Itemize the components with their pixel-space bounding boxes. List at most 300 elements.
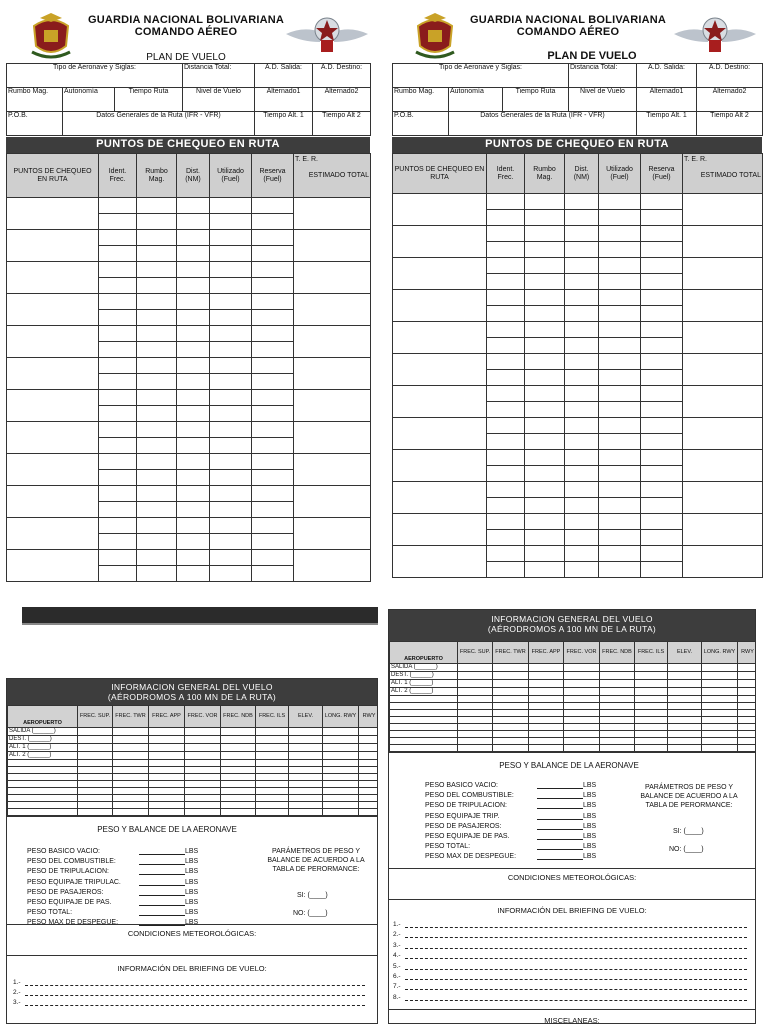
checkpoint-cell[interactable] [565,290,599,306]
checkpoint-cell[interactable] [487,226,525,242]
checkpoint-cell[interactable] [99,326,137,342]
checkpoint-cell[interactable] [210,294,252,310]
checkpoint-name-cell[interactable] [393,450,487,482]
airport-cell[interactable] [289,774,323,781]
checkpoint-cell[interactable] [599,466,641,482]
checkpoint-cell[interactable] [177,422,210,438]
checkpoint-cell[interactable] [565,418,599,434]
airport-row[interactable] [390,745,757,752]
airport-cell[interactable] [738,696,757,703]
checkpoint-cell[interactable] [177,454,210,470]
checkpoint-cell[interactable] [177,294,210,310]
airport-cell[interactable] [289,752,323,760]
checkpoint-cell[interactable] [565,338,599,354]
ter-cell[interactable] [294,294,371,326]
airport-cell[interactable] [256,802,289,809]
airport-cell[interactable] [600,696,635,703]
briefing-blank[interactable] [405,972,747,980]
airport-cell[interactable] [564,688,600,696]
checkpoint-cell[interactable] [641,194,683,210]
peso-item[interactable] [425,852,655,862]
briefing-line[interactable] [393,962,751,972]
checkpoint-cell[interactable] [525,434,565,450]
checkpoint-cell[interactable] [177,470,210,486]
checkpoint-row[interactable] [393,354,763,370]
airport-cell[interactable] [738,724,757,731]
peso-blank[interactable] [139,898,185,906]
airport-cell[interactable] [529,745,564,752]
ter-cell[interactable] [683,194,763,226]
checkpoint-cell[interactable] [565,210,599,226]
checkpoint-name-cell[interactable] [393,226,487,258]
checkpoint-cell[interactable] [525,274,565,290]
airport-cell[interactable] [600,664,635,672]
checkpoint-cell[interactable] [99,246,137,262]
checkpoint-cell[interactable] [565,402,599,418]
checkpoint-name-cell[interactable] [7,422,99,454]
field-autonomia[interactable]: Autonomía [449,88,503,112]
peso-no[interactable]: NO: (____) [669,846,704,853]
airport-cell[interactable] [600,672,635,680]
checkpoint-cell[interactable] [525,466,565,482]
airport-cell[interactable] [529,724,564,731]
field-t-alt2[interactable]: Tiempo Alt 2 [313,112,371,136]
checkpoint-cell[interactable] [99,518,137,534]
checkpoint-cell[interactable] [252,198,294,214]
airport-cell[interactable] [256,736,289,744]
checkpoint-cell[interactable] [210,262,252,278]
airport-name-cell[interactable] [390,745,458,752]
peso-blank[interactable] [139,857,185,865]
airport-cell[interactable] [738,680,757,688]
airport-cell[interactable] [185,781,221,788]
ter-cell[interactable] [294,198,371,230]
airport-cell[interactable] [289,788,323,795]
checkpoint-cell[interactable] [210,534,252,550]
checkpoint-row[interactable] [393,418,763,434]
checkpoint-cell[interactable] [599,418,641,434]
airport-name-cell[interactable]: DEST. (______) [8,736,78,744]
airport-cell[interactable] [493,664,529,672]
airport-row[interactable] [390,710,757,717]
checkpoint-cell[interactable] [641,354,683,370]
checkpoint-cell[interactable] [99,374,137,390]
briefing-lines[interactable] [7,978,377,1008]
checkpoint-name-cell[interactable] [7,454,99,486]
briefing-line[interactable] [393,930,751,940]
checkpoint-name-cell[interactable] [393,514,487,546]
airport-name-cell[interactable] [8,802,78,809]
checkpoint-cell[interactable] [641,450,683,466]
checkpoint-cell[interactable] [565,274,599,290]
airport-cell[interactable] [493,731,529,738]
checkpoint-cell[interactable] [177,230,210,246]
checkpoint-cell[interactable] [210,246,252,262]
checkpoint-row[interactable] [393,514,763,530]
airport-cell[interactable] [359,774,379,781]
airport-row[interactable] [8,802,379,809]
airport-cell[interactable] [359,752,379,760]
airport-cell[interactable] [529,731,564,738]
airport-cell[interactable] [221,752,256,760]
airport-cell[interactable] [289,728,323,736]
checkpoint-cell[interactable] [252,502,294,518]
airport-row[interactable] [8,728,379,736]
checkpoint-cell[interactable] [177,214,210,230]
airport-cell[interactable] [529,680,564,688]
airport-cell[interactable] [289,781,323,788]
airport-cell[interactable] [564,731,600,738]
checkpoint-cell[interactable] [137,310,177,326]
checkpoint-name-cell[interactable] [7,230,99,262]
checkpoint-cell[interactable] [641,418,683,434]
airport-cell[interactable] [323,788,359,795]
briefing-blank[interactable] [25,998,365,1006]
airport-cell[interactable] [78,752,113,760]
checkpoint-cell[interactable] [641,258,683,274]
airport-name-cell[interactable]: ALT. 1 (______) [390,680,458,688]
airport-cell[interactable] [323,781,359,788]
checkpoint-cell[interactable] [137,326,177,342]
checkpoint-cell[interactable] [565,194,599,210]
checkpoint-cell[interactable] [525,562,565,578]
airport-cell[interactable] [359,802,379,809]
checkpoint-cell[interactable] [525,354,565,370]
airport-cell[interactable] [149,752,185,760]
field-tiempo-ruta[interactable]: Tiempo Ruta [115,88,183,112]
airport-cell[interactable] [78,809,113,816]
airport-name-cell[interactable] [8,774,78,781]
checkpoint-cell[interactable] [177,262,210,278]
airport-cell[interactable] [493,672,529,680]
airport-cell[interactable] [668,717,702,724]
airport-cell[interactable] [635,724,668,731]
checkpoint-cell[interactable] [599,546,641,562]
checkpoint-cell[interactable] [210,310,252,326]
airport-cell[interactable] [564,696,600,703]
airport-cell[interactable] [564,672,600,680]
checkpoint-cell[interactable] [177,534,210,550]
field-rumbo[interactable]: Rumbo Mag. [393,88,449,112]
field-ad-destino[interactable]: A.D. Destino: [313,64,371,88]
airport-row[interactable] [8,767,379,774]
airport-cell[interactable] [635,703,668,710]
checkpoint-cell[interactable] [525,386,565,402]
airport-cell[interactable] [323,802,359,809]
airport-cell[interactable] [323,752,359,760]
peso-item[interactable] [27,898,257,908]
checkpoint-cell[interactable] [599,242,641,258]
airport-cell[interactable] [78,802,113,809]
peso-list[interactable] [425,781,655,863]
checkpoint-cell[interactable] [137,566,177,582]
peso-item[interactable] [425,812,655,822]
checkpoint-row[interactable] [7,390,371,406]
checkpoint-cell[interactable] [641,498,683,514]
checkpoint-cell[interactable] [565,258,599,274]
airport-cell[interactable] [185,774,221,781]
checkpoint-cell[interactable] [177,342,210,358]
checkpoint-row[interactable] [393,290,763,306]
briefing-line[interactable] [393,982,751,992]
checkpoint-row[interactable] [393,386,763,402]
checkpoint-cell[interactable] [525,450,565,466]
airport-cell[interactable] [702,731,738,738]
airport-name-cell[interactable] [390,696,458,703]
checkpoint-cell[interactable] [252,470,294,486]
airport-cell[interactable] [529,717,564,724]
checkpoint-row[interactable] [7,262,371,278]
airport-row[interactable] [390,696,757,703]
airport-cell[interactable] [529,688,564,696]
checkpoint-cell[interactable] [641,530,683,546]
airport-cell[interactable] [221,809,256,816]
airport-cell[interactable] [564,738,600,745]
airport-name-cell[interactable]: SALIDA (______) [8,728,78,736]
airport-cell[interactable] [738,710,757,717]
checkpoint-cell[interactable] [137,262,177,278]
checkpoint-cell[interactable] [525,242,565,258]
field-alt2[interactable]: Alternado2 [313,88,371,112]
checkpoint-cell[interactable] [525,546,565,562]
ter-cell[interactable] [683,322,763,354]
checkpoint-cell[interactable] [487,242,525,258]
airport-cell[interactable] [493,680,529,688]
airport-cell[interactable] [359,728,379,736]
briefing-blank[interactable] [405,993,747,1001]
checkpoint-cell[interactable] [210,406,252,422]
checkpoint-cell[interactable] [252,406,294,422]
airport-cell[interactable] [668,710,702,717]
airport-cell[interactable] [600,717,635,724]
checkpoint-row[interactable] [7,294,371,310]
peso-item[interactable] [425,781,655,791]
checkpoint-cell[interactable] [177,374,210,390]
airport-cell[interactable] [738,672,757,680]
checkpoint-cell[interactable] [599,290,641,306]
checkpoint-cell[interactable] [565,450,599,466]
airport-name-cell[interactable] [390,724,458,731]
airport-cell[interactable] [256,760,289,767]
ter-cell[interactable] [294,518,371,550]
checkpoint-cell[interactable] [137,550,177,566]
airport-cell[interactable] [149,802,185,809]
checkpoint-cell[interactable] [252,278,294,294]
peso-blank[interactable] [537,842,583,850]
airport-cell[interactable] [458,680,493,688]
airport-cell[interactable] [185,760,221,767]
field-nivel[interactable]: Nivel de Vuelo [569,88,637,112]
field-pob[interactable]: P.O.B. [7,112,63,136]
checkpoint-cell[interactable] [599,354,641,370]
field-alt1[interactable]: Alternado1 [637,88,697,112]
airport-cell[interactable] [564,710,600,717]
checkpoint-cell[interactable] [487,466,525,482]
checkpoint-row[interactable] [393,482,763,498]
ter-cell[interactable] [294,550,371,582]
airport-cell[interactable] [668,672,702,680]
checkpoint-cell[interactable] [599,194,641,210]
checkpoint-cell[interactable] [177,198,210,214]
airport-cell[interactable] [289,736,323,744]
airport-cell[interactable] [359,788,379,795]
checkpoint-cell[interactable] [525,306,565,322]
checkpoint-cell[interactable] [487,354,525,370]
checkpoint-cell[interactable] [525,514,565,530]
peso-item[interactable] [425,832,655,842]
airport-cell[interactable] [359,760,379,767]
checkpoint-cell[interactable] [177,278,210,294]
airport-row[interactable] [390,738,757,745]
airport-cell[interactable] [185,736,221,744]
airport-cell[interactable] [458,664,493,672]
checkpoint-cell[interactable] [210,422,252,438]
checkpoint-cell[interactable] [525,498,565,514]
checkpoint-cell[interactable] [177,438,210,454]
airport-cell[interactable] [702,696,738,703]
airport-cell[interactable] [185,802,221,809]
airport-cell[interactable] [738,745,757,752]
checkpoint-row[interactable] [393,194,763,210]
peso-blank[interactable] [139,847,185,855]
airport-cell[interactable] [185,788,221,795]
airport-cell[interactable] [185,752,221,760]
checkpoint-cell[interactable] [137,390,177,406]
checkpoint-cell[interactable] [487,546,525,562]
checkpoint-row[interactable] [393,226,763,242]
checkpoint-cell[interactable] [565,354,599,370]
airport-cell[interactable] [564,703,600,710]
checkpoint-cell[interactable] [99,486,137,502]
peso-item[interactable] [425,842,655,852]
airport-cell[interactable] [185,728,221,736]
airport-row[interactable] [8,736,379,744]
checkpoint-cell[interactable] [99,310,137,326]
checkpoint-cell[interactable] [177,502,210,518]
airport-cell[interactable] [323,795,359,802]
airport-row[interactable] [8,774,379,781]
airport-cell[interactable] [458,724,493,731]
checkpoint-cell[interactable] [487,338,525,354]
checkpoint-cell[interactable] [599,210,641,226]
airport-name-cell[interactable] [8,788,78,795]
field-t-alt2[interactable]: Tiempo Alt 2 [697,112,763,136]
airport-cell[interactable] [256,744,289,752]
airport-cell[interactable] [221,795,256,802]
airport-name-cell[interactable] [390,703,458,710]
checkpoint-cell[interactable] [252,374,294,390]
checkpoint-cell[interactable] [99,470,137,486]
briefing-blank[interactable] [25,978,365,986]
ter-cell[interactable] [683,450,763,482]
peso-blank[interactable] [139,908,185,916]
airport-cell[interactable] [221,744,256,752]
checkpoint-cell[interactable] [599,370,641,386]
airport-cell[interactable] [78,788,113,795]
airport-cell[interactable] [256,728,289,736]
peso-no[interactable]: NO: (____) [293,910,328,917]
airport-cell[interactable] [564,745,600,752]
checkpoint-cell[interactable] [177,358,210,374]
airport-cell[interactable] [113,802,149,809]
checkpoint-cell[interactable] [252,550,294,566]
airport-cell[interactable] [78,760,113,767]
checkpoint-cell[interactable] [565,482,599,498]
airport-cell[interactable] [529,710,564,717]
field-distancia[interactable]: Distancia Total: [569,64,637,88]
checkpoint-cell[interactable] [487,402,525,418]
peso-blank[interactable] [537,822,583,830]
airport-name-cell[interactable]: ALT. 2 (______) [390,688,458,696]
airport-cell[interactable] [289,795,323,802]
airport-cell[interactable] [359,767,379,774]
checkpoint-cell[interactable] [599,498,641,514]
checkpoint-cell[interactable] [210,470,252,486]
checkpoint-cell[interactable] [599,450,641,466]
airport-cell[interactable] [256,752,289,760]
checkpoint-cell[interactable] [210,198,252,214]
peso-blank[interactable] [537,791,583,799]
airport-cell[interactable] [113,760,149,767]
airport-cell[interactable] [668,664,702,672]
airport-cell[interactable] [113,774,149,781]
airport-name-cell[interactable]: ALT. 1 (______) [8,744,78,752]
airport-cell[interactable] [149,774,185,781]
checkpoint-cell[interactable] [177,310,210,326]
briefing-blank[interactable] [405,982,747,990]
airport-cell[interactable] [458,710,493,717]
checkpoint-cell[interactable] [599,386,641,402]
ter-cell[interactable] [683,482,763,514]
checkpoint-rows[interactable] [7,198,371,582]
airport-cell[interactable] [564,724,600,731]
checkpoint-cell[interactable] [525,258,565,274]
airport-cell[interactable] [149,736,185,744]
airport-cell[interactable] [323,774,359,781]
checkpoint-name-cell[interactable] [7,486,99,518]
airport-cell[interactable] [289,767,323,774]
checkpoint-cell[interactable] [99,358,137,374]
airport-cell[interactable] [221,781,256,788]
checkpoint-cell[interactable] [137,230,177,246]
checkpoint-cell[interactable] [565,386,599,402]
checkpoint-cell[interactable] [565,562,599,578]
airport-cell[interactable] [323,809,359,816]
checkpoint-cell[interactable] [565,242,599,258]
checkpoint-cell[interactable] [565,530,599,546]
airport-cell[interactable] [600,703,635,710]
checkpoint-cell[interactable] [252,566,294,582]
ter-cell[interactable] [294,486,371,518]
airport-cell[interactable] [256,767,289,774]
checkpoint-row[interactable] [7,422,371,438]
checkpoint-cell[interactable] [99,262,137,278]
checkpoint-cell[interactable] [99,438,137,454]
checkpoint-cell[interactable] [252,486,294,502]
airport-cell[interactable] [78,781,113,788]
checkpoint-cell[interactable] [210,502,252,518]
peso-item[interactable] [27,918,257,928]
airport-cell[interactable] [113,781,149,788]
checkpoint-cell[interactable] [641,210,683,226]
checkpoint-cell[interactable] [210,278,252,294]
airport-name-cell[interactable] [390,710,458,717]
briefing-blank[interactable] [405,962,747,970]
cond-met[interactable]: CONDICIONES METEOROLÓGICAS: [7,924,377,956]
airport-cell[interactable] [113,744,149,752]
airport-cell[interactable] [493,738,529,745]
checkpoint-cell[interactable] [565,498,599,514]
